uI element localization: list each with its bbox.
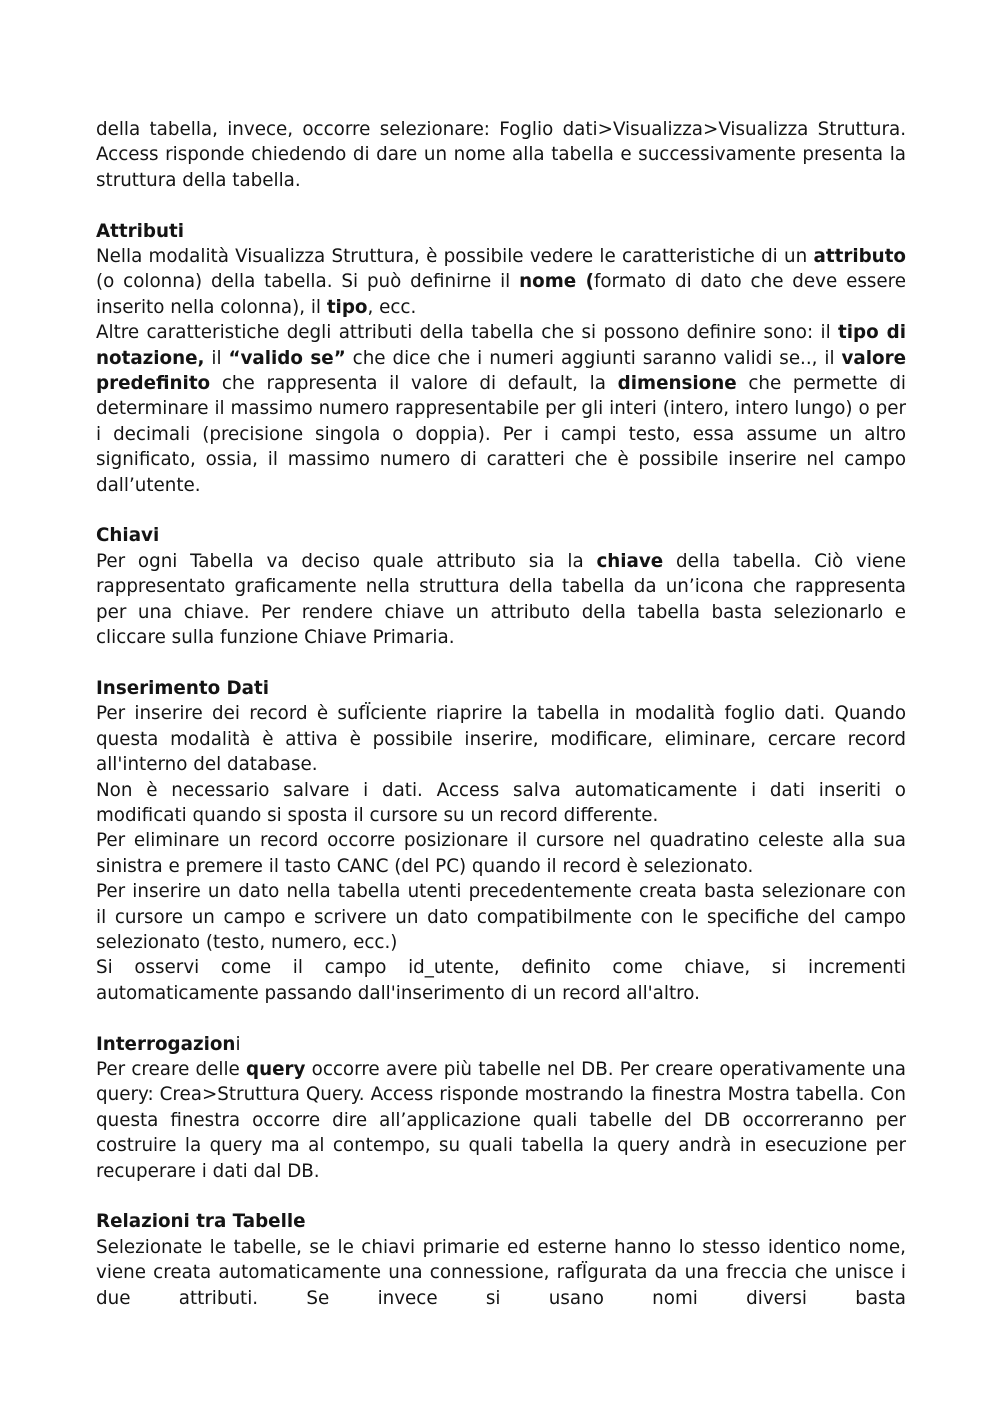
section-chiavi [96, 523, 906, 650]
attributi-paragraph-1 [96, 244, 906, 320]
text-run: il [204, 347, 229, 369]
intro-paragraph: della tabella, invece, occorre selezionare: Foglio dati>Visualizza>Visualizza Struttura. Access risponde chiedendo di dare un nome alla tabella e successivamente presenta la struttura della tabella. [96, 119, 906, 191]
bold-term: attributo [813, 246, 906, 268]
inserimento-paragraph-4: Per inserire un dato nella tabella utenti precedentemente creata basta selezionare con il cursore un campo e scrivere un dato compatibilmente con le specifiche del campo selezionato (testo, numero, ecc.) [96, 881, 906, 953]
heading-text-tail: i [235, 1033, 241, 1055]
section-heading-inserimento-dati: Inserimento Dati [96, 677, 270, 699]
text-run: , ecc. [367, 296, 417, 318]
bold-term: chiave [596, 550, 664, 572]
inserimento-paragraph-5: Si osservi come il campo id_utente, definito come chiave, si incrementi automaticamente passando dall'inserimento di un record all'altro. [96, 957, 906, 1004]
text-run: formato di dato che deve essere inserito nella colonna), il [96, 271, 906, 318]
bold-term: tipo [326, 296, 368, 318]
section-attributi [96, 219, 906, 498]
section-heading-chiavi: Chiavi [96, 525, 160, 547]
section-relazioni [96, 1209, 906, 1311]
text-run: che rappresenta il valore di default, la [210, 373, 618, 395]
text-run: che permette di determinare il massimo numero rappresentabile per gli interi (intero, intero lungo) o per i decimali (precisione singola o doppia). Per i campi testo, essa assume un altro significato, ossia, il massimo numero di caratteri che è possibile inserire nel campo dall’utente. [96, 373, 907, 496]
text-run: Altre caratteristiche degli attributi della tabella che si possono definire sono: il [96, 322, 839, 344]
bold-term: valore predefinito [96, 347, 907, 395]
section-heading-interrogazioni [96, 1032, 906, 1057]
section-interrogazioni [96, 1032, 906, 1184]
bold-term: nome ( [519, 271, 594, 293]
text-run: Nella modalità Visualizza Struttura, è possibile vedere le caratteristiche di un [96, 246, 814, 268]
text-run: della tabella. Ciò viene rappresentato graficamente nella struttura della tabella da un’icona che rappresenta per una chiave. Per rendere chiave un attributo della tabella basta selezionarlo e cliccare sulla funzione Chiave Primaria. [96, 550, 906, 649]
section-heading-attributi: Attributi [96, 220, 185, 242]
text-run: Per creare delle [96, 1058, 246, 1080]
heading-text: Interrogazion [96, 1033, 236, 1055]
relazioni-paragraph-1: Selezionate le tabelle, se le chiavi primarie ed esterne hanno lo stesso identico nome, viene creata automaticamente una connessione, rafÏgurata da una freccia che unisce i due attributi. Se invece si usano nomi diversi basta [96, 1236, 906, 1309]
bold-term: tipo di notazione, [96, 322, 906, 369]
bold-term: dimensione [617, 373, 737, 395]
section-inserimento-dati [96, 676, 906, 1006]
text-run: Per ogni Tabella va deciso quale attributo sia la [96, 550, 597, 572]
chiavi-paragraph-1 [96, 549, 906, 651]
bold-term: query [246, 1058, 306, 1080]
interrogazioni-paragraph-1 [96, 1057, 906, 1184]
text-run: che dice che i numeri aggiunti saranno validi se.., il [345, 347, 842, 369]
inserimento-paragraph-3: Per eliminare un record occorre posizionare il cursore nel quadratino celeste alla sua sinistra e premere il tasto CANC (del PC) quando il record è selezionato. [96, 830, 906, 877]
attributi-paragraph-2 [96, 320, 906, 498]
inserimento-paragraph-1: Per inserire dei record è sufÏciente riaprire la tabella in modalità foglio dati. Quando questa modalità è attiva è possibile inserire, modificare, eliminare, cercare record all'interno del database. [96, 703, 906, 776]
text-run: occorre avere più tabelle nel DB. Per creare operativamente una query: Crea>Struttura Query. Access risponde mostrando la finestra Mostra tabella. Con questa finestra occorre dire all’applicazione quali tabelle del DB occorreranno per costruire la query ma al contempo, su quali tabella la query andrà in esecuzione per recuperare i dati dal DB. [96, 1058, 906, 1182]
section-heading-relazioni: Relazioni tra Tabelle [96, 1211, 306, 1233]
text-run: (o colonna) della tabella. Si può definirne il [96, 271, 520, 293]
bold-term: “valido se” [228, 347, 346, 369]
inserimento-paragraph-2: Non è necessario salvare i dati. Access salva automaticamente i dati inseriti o modificati quando si sposta il cursore su un record differente. [96, 779, 906, 826]
